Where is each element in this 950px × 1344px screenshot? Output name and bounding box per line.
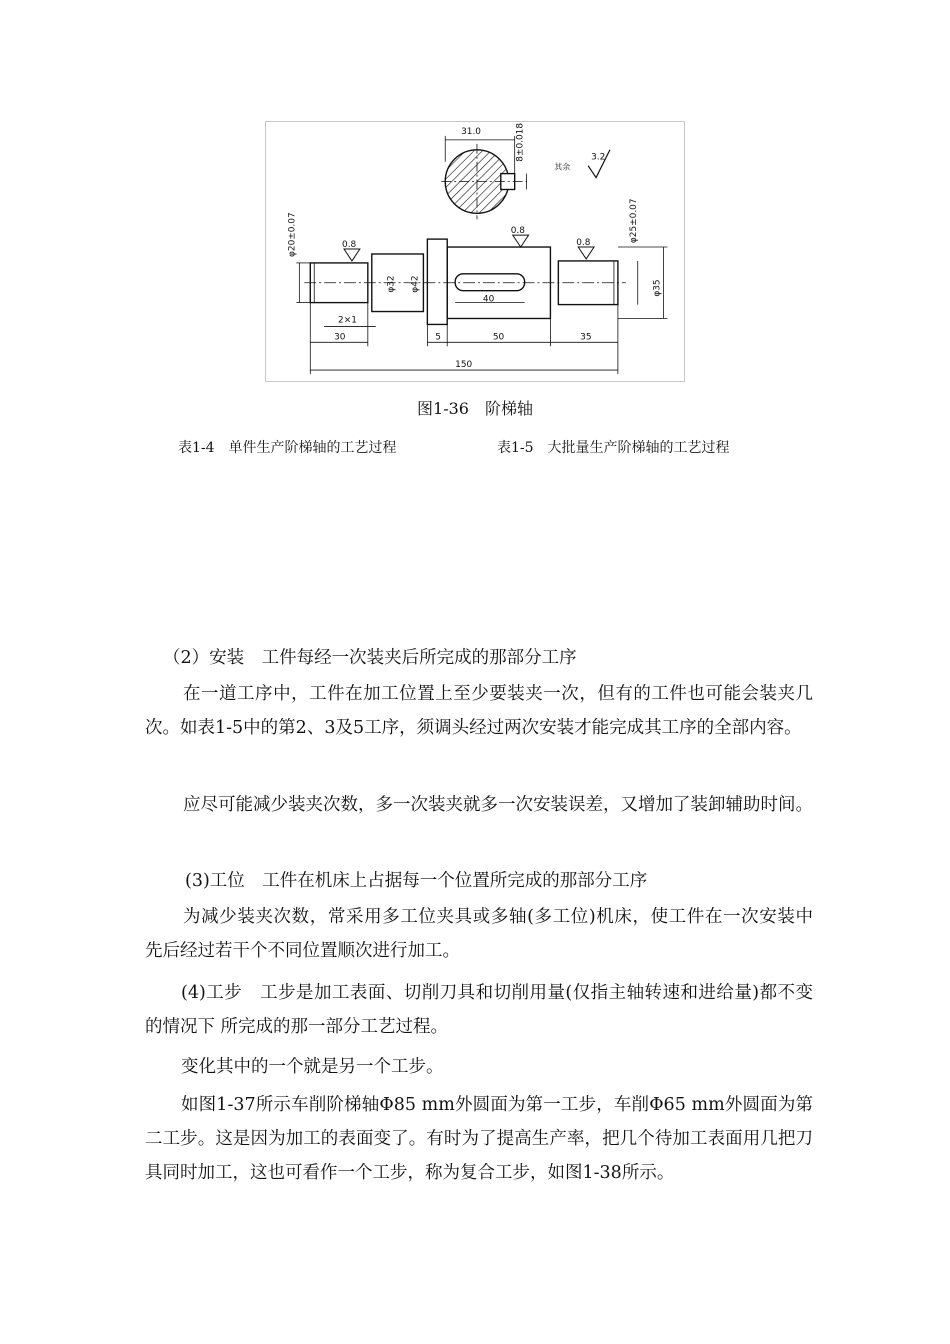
paragraph-install-heading: （2）安装 工件每经一次装夹后所完成的那部分工序 bbox=[163, 648, 577, 668]
dia-collar-label: φ42 bbox=[410, 275, 421, 293]
paragraph-station-heading: (3)工位 工件在机床上占据每一个位置所完成的那部分工序 bbox=[185, 871, 648, 891]
shaft-drawing bbox=[266, 122, 684, 381]
paragraph-step-example: 如图1-37所示车削阶梯轴Φ85 mm外圆面为第一工步，车削Φ65 mm外圆面为第二工步。这是因为加工的表面变了。有时为了提高生产率，把几个待加工表面用几把刀具同时加工，这也可看作一个工步，称为复合工步，如图1-38所示。 bbox=[145, 1095, 813, 1183]
paragraph-reduce-clamping: 应尽可能减少装夹次数，多一次装夹就多一次安装误差，又增加了装卸辅助时间。 bbox=[183, 795, 813, 815]
paragraph-install-body: 在一道工序中，工件在加工位置上至少要装夹一次，但有的工件也可能会装夹几次。如表1-5中的第2、3及5工序，须调头经过两次安装才能完成其工序的全部内容。 bbox=[145, 684, 813, 738]
len-50-label: 50 bbox=[492, 332, 505, 343]
paragraph-step-change: 变化其中的一个就是另一个工步。 bbox=[181, 1057, 444, 1077]
table-caption-1-5: 表1-5 大批量生产阶梯轴的工艺过程 bbox=[497, 440, 730, 456]
keyway-tol-label: 8±0.018 bbox=[515, 122, 526, 162]
chamfer-label: 2×1 bbox=[338, 315, 357, 326]
stepped-shaft-figure bbox=[265, 121, 685, 382]
paragraph-step-heading: (4)工步 工步是加工表面、切削刀具和切削用量(仅指主轴转速和进给量)都不变的情况下 所完成的那一部分工艺过程。 bbox=[145, 983, 813, 1037]
len-40-label: 40 bbox=[482, 294, 495, 305]
paragraph-station-body: 为减少装夹次数，常采用多工位夹具或多轴(多工位)机床，使工件在一次安装中 先后经过若干个不同位置顺次进行加工。 bbox=[145, 907, 813, 961]
table-caption-1-4: 表1-4 单件生产阶梯轴的工艺过程 bbox=[178, 440, 397, 456]
roughness-a-label: 0.8 bbox=[342, 240, 357, 251]
dia-mid-label: φ32 bbox=[386, 275, 397, 293]
len-30-label: 30 bbox=[334, 332, 346, 343]
roughness-c-label: 0.8 bbox=[576, 238, 591, 249]
figure-caption: 图1-36 阶梯轴 bbox=[417, 399, 533, 418]
dia-right-label: φ35 bbox=[652, 279, 663, 297]
dia-left-label: φ20±0.07 bbox=[287, 212, 298, 257]
dia-right-top-label: φ25±0.07 bbox=[628, 198, 639, 244]
len-5-label: 5 bbox=[435, 332, 441, 343]
roughness-b-label: 0.8 bbox=[510, 226, 525, 237]
len-150-label: 150 bbox=[455, 360, 473, 371]
roughness-general-label: 3.2 bbox=[591, 152, 606, 163]
remaining-label: 其余 bbox=[554, 162, 571, 172]
len-35-label: 35 bbox=[580, 332, 592, 343]
keyway-width-label: 31.0 bbox=[461, 126, 481, 137]
